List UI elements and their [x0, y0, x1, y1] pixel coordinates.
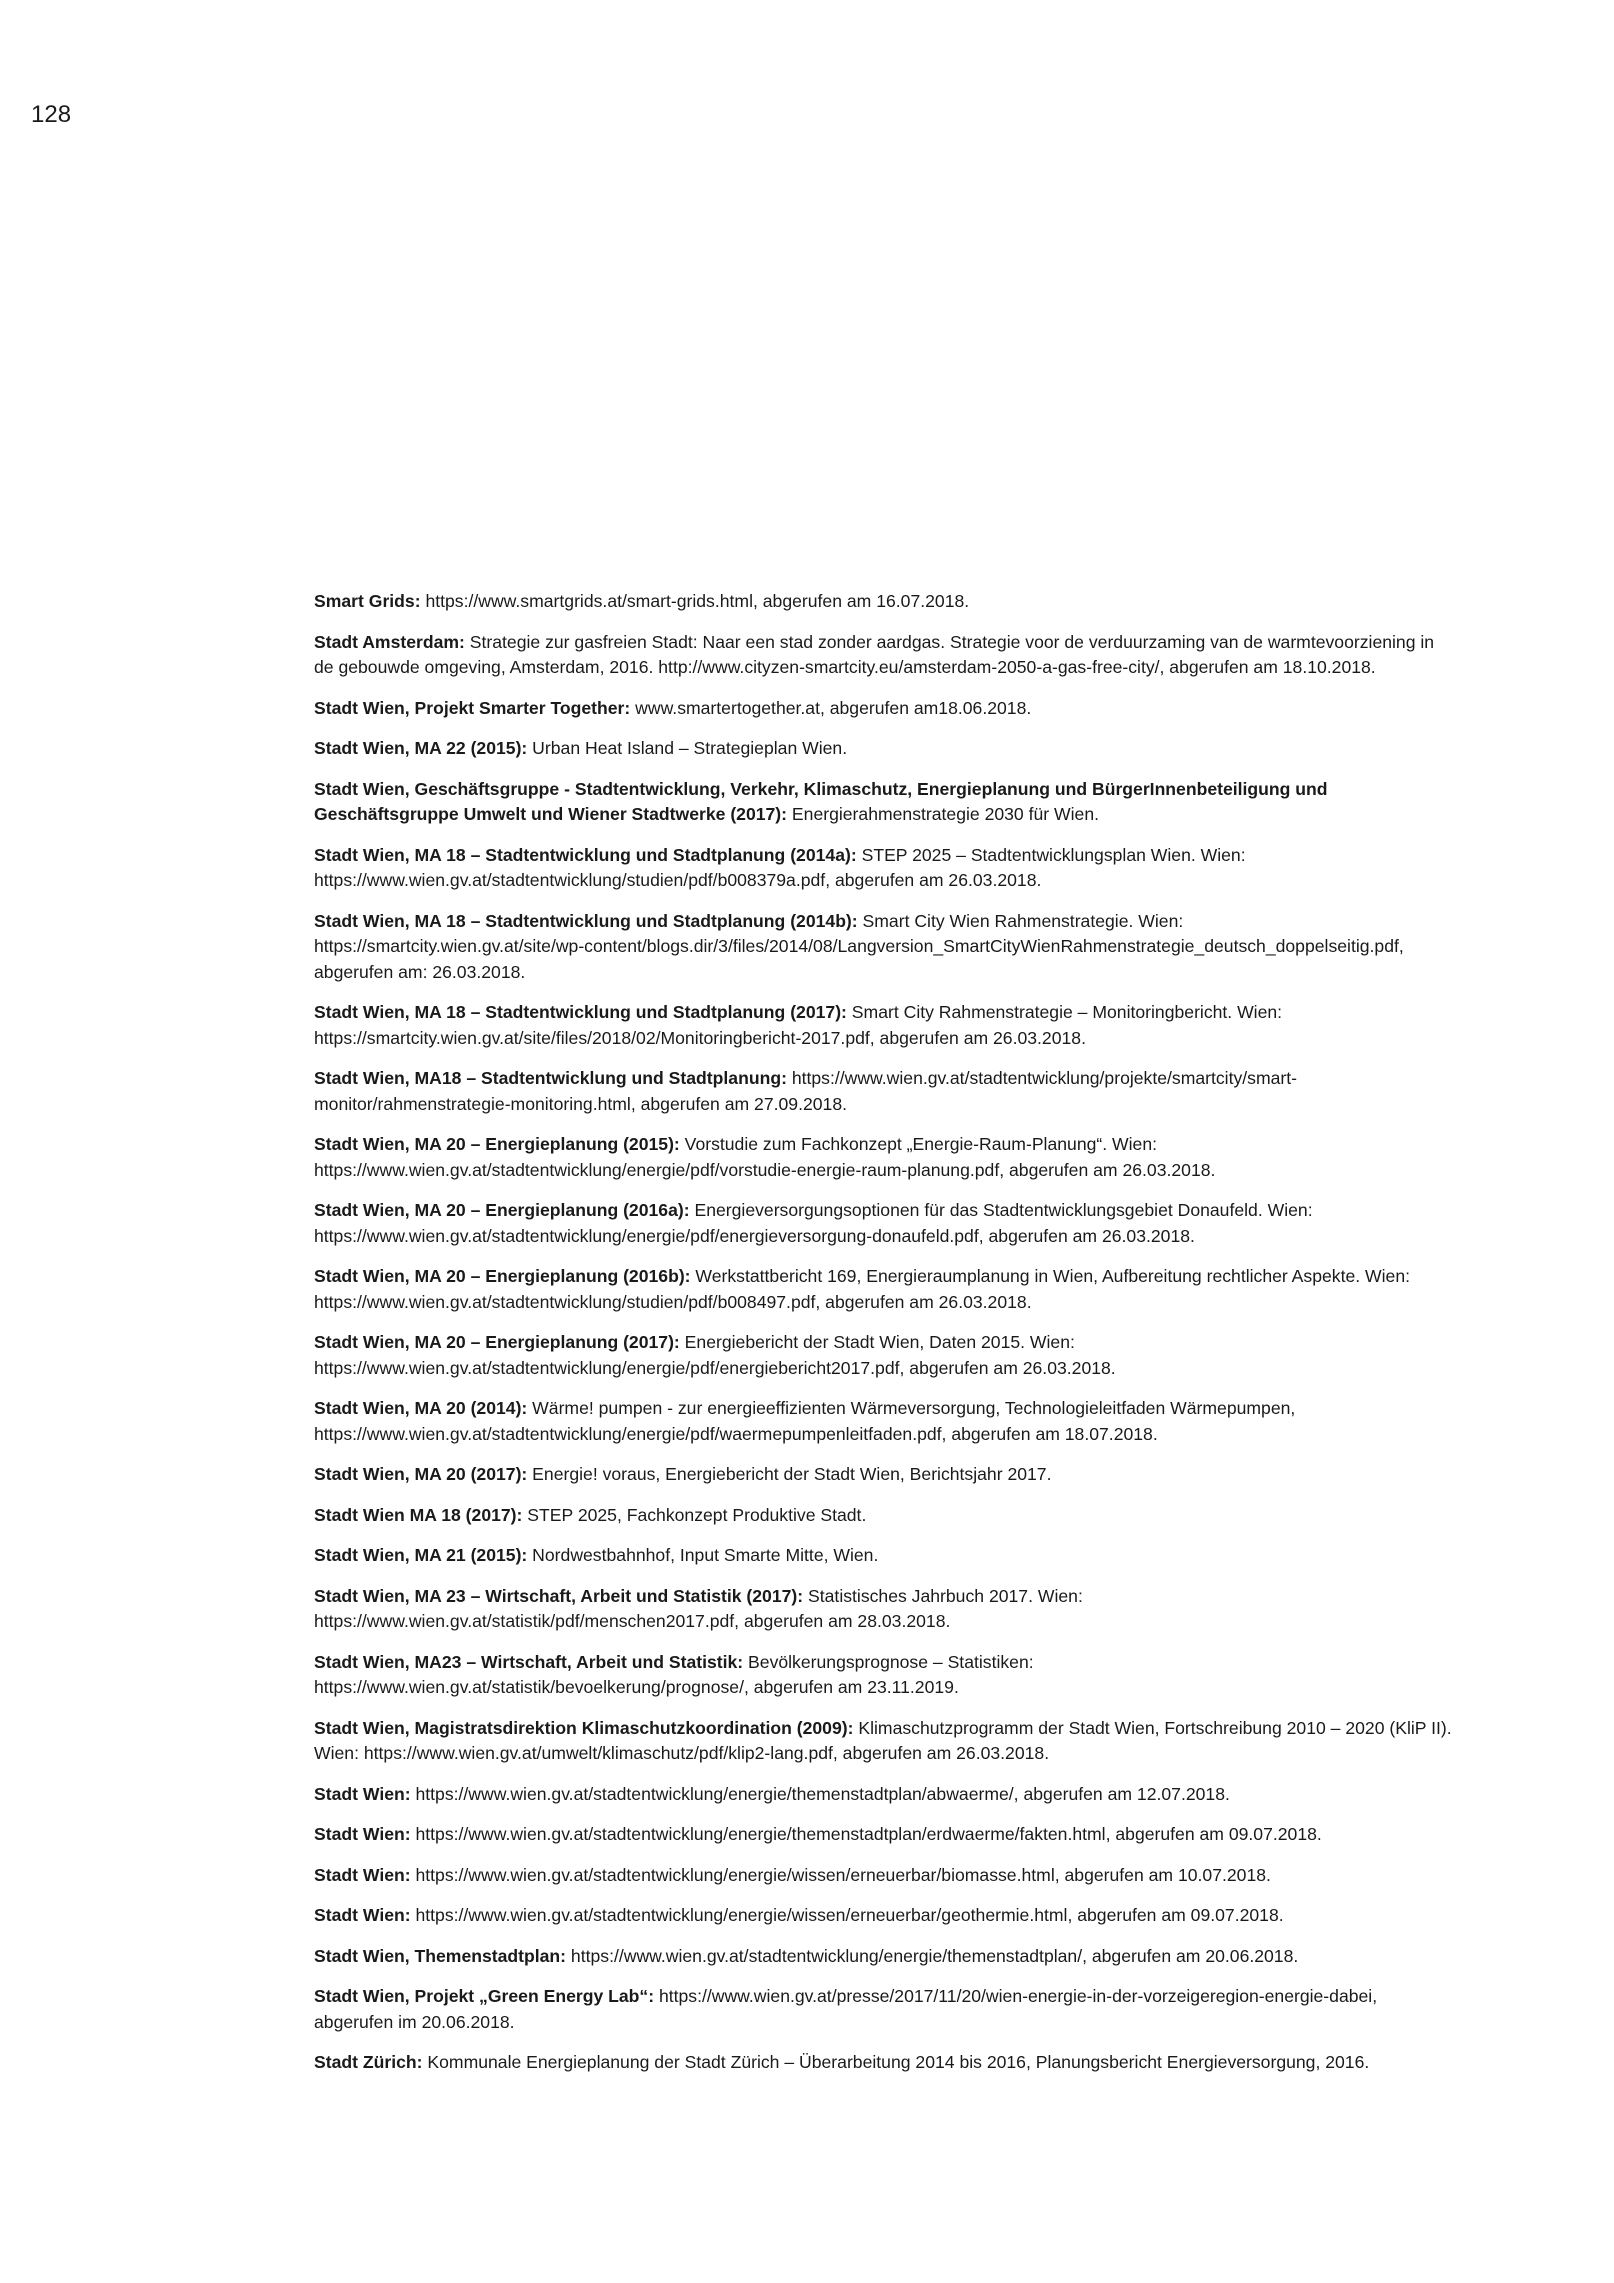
reference-text: www.smartertogether.at, abgerufen am18.06.2018.: [630, 697, 1032, 718]
reference-text: https://www.wien.gv.at/presse/2017/11/20/wien-energie-in-der-vorzeigeregion-energie-dabei, abgerufen im 20.06.2018.: [314, 1986, 1378, 2032]
reference-author: Stadt Wien, MA 20 (2014):: [314, 1398, 528, 1418]
reference-item: [314, 1264, 1454, 1315]
reference-text: Werkstattbericht 169, Energieraumplanung in Wien, Aufbereitung rechtlicher Aspekte. Wien: https://www.wien.gv.at/stadtentwicklung/studien/pdf/b008497.pdf, abgerufen am 26.03.2018.: [314, 1266, 1410, 1312]
reference-author: Stadt Wien, MA 18 – Stadtentwicklung und Stadtplanung (2014a):: [314, 844, 857, 865]
reference-item: [314, 696, 1454, 722]
reference-author: Stadt Wien, MA 20 (2017):: [314, 1464, 528, 1484]
page-number: 128: [31, 101, 72, 128]
reference-author: Stadt Wien, MA 20 – Energieplanung (2015):: [314, 1134, 680, 1154]
reference-item: [314, 1503, 1454, 1529]
reference-item: [314, 909, 1454, 986]
reference-item: [314, 1330, 1454, 1381]
reference-author: Stadt Wien, Projekt „Green Energy Lab“:: [314, 1986, 655, 2006]
reference-text: https://www.wien.gv.at/stadtentwicklung/energie/wissen/erneuerbar/biomasse.html, abgerufen am 10.07.2018.: [410, 1864, 1271, 1885]
reference-author: Stadt Wien, MA 20 – Energieplanung (2017):: [314, 1332, 680, 1352]
reference-author: Stadt Amsterdam:: [314, 631, 465, 652]
reference-item: [314, 1066, 1454, 1117]
reference-text: Strategie zur gasfreien Stadt: Naar een stad zonder aardgas. Strategie voor de verduurzaming van de warmtevoorziening in de gebouwde omgeving, Amsterdam, 2016. http://www.cityzen-smartcity.eu/amsterdam-2050-a-gas-free-city/, abgerufen am 18.10.2018.: [314, 631, 1435, 677]
reference-text: Wärme! pumpen - zur energieeffizienten Wärmeversorgung, Technologieleitfaden Wärmepumpen, https://www.wien.gv.at/stadtentwicklung/energie/pdf/waermepumpenleitfaden.pdf, abgerufen am 18.07.2018.: [314, 1398, 1296, 1444]
reference-text: https://www.wien.gv.at/stadtentwicklung/energie/wissen/erneuerbar/geothermie.html, abgerufen am 09.07.2018.: [410, 1905, 1284, 1925]
reference-author: Stadt Wien, Themenstadtplan:: [314, 1945, 567, 1966]
reference-author: Stadt Wien, MA18 – Stadtentwicklung und Stadtplanung:: [314, 1068, 787, 1088]
reference-text: Kommunale Energieplanung der Stadt Zürich – Überarbeitung 2014 bis 2016, Planungsbericht Energieversorgung, 2016.: [422, 2052, 1370, 2072]
reference-item: [314, 1650, 1454, 1701]
reference-author: Stadt Wien, MA 18 – Stadtentwicklung und Stadtplanung (2014b):: [314, 910, 858, 931]
reference-item: [314, 1716, 1454, 1767]
reference-author: Stadt Wien, MA 23 – Wirtschaft, Arbeit und Statistik (2017):: [314, 1585, 804, 1606]
reference-item: [314, 1944, 1454, 1970]
reference-author: Stadt Wien:: [314, 1783, 411, 1804]
reference-author: Stadt Wien, Geschäftsgruppe - Stadtentwicklung, Verkehr, Klimaschutz, Energieplanung und BürgerInnenbeteiligung und Geschäftsgruppe Umwelt und Wiener Stadtwerke (2017):: [314, 778, 1328, 824]
reference-item: [314, 2050, 1454, 2076]
reference-author: Stadt Wien:: [314, 1905, 411, 1925]
reference-item: [314, 1782, 1454, 1808]
reference-item: [314, 1462, 1454, 1488]
reference-author: Stadt Wien, MA 22 (2015):: [314, 738, 528, 758]
reference-text: Klimaschutzprogramm der Stadt Wien, Fortschreibung 2010 – 2020 (KliP II). Wien: https://www.wien.gv.at/umwelt/klimaschutz/pdf/klip2-lang.pdf, abgerufen am 26.03.2018.: [314, 1717, 1452, 1763]
reference-item: [314, 1000, 1454, 1051]
reference-author: Smart Grids:: [314, 591, 421, 611]
reference-author: Stadt Zürich:: [314, 2052, 423, 2072]
reference-text: https://www.smartgrids.at/smart-grids.html, abgerufen am 16.07.2018.: [420, 591, 970, 611]
reference-text: Nordwestbahnhof, Input Smarte Mitte, Wien.: [527, 1545, 879, 1565]
reference-text: Bevölkerungsprognose – Statistiken: https://www.wien.gv.at/statistik/bevoelkerung/prognose/, abgerufen am 23.11.2019.: [314, 1651, 1034, 1697]
reference-text: Energierahmenstrategie 2030 für Wien.: [787, 804, 1100, 824]
reference-author: Stadt Wien, Projekt Smarter Together:: [314, 697, 631, 718]
reference-item: [314, 777, 1454, 828]
reference-item: [314, 1822, 1454, 1848]
reference-text: Statistisches Jahrbuch 2017. Wien: https://www.wien.gv.at/statistik/pdf/menschen2017.pdf, abgerufen am 28.03.2018.: [314, 1585, 1083, 1631]
reference-author: Stadt Wien:: [314, 1864, 411, 1885]
reference-item: [314, 630, 1454, 681]
reference-item: [314, 589, 1454, 615]
reference-text: Energie! voraus, Energiebericht der Stadt Wien, Berichtsjahr 2017.: [527, 1464, 1052, 1484]
reference-author: Stadt Wien, Magistratsdirektion Klimaschutzkoordination (2009):: [314, 1717, 854, 1738]
reference-list: [314, 589, 1454, 2091]
reference-text: https://www.wien.gv.at/stadtentwicklung/energie/themenstadtplan/, abgerufen am 20.06.2018.: [566, 1945, 1299, 1966]
reference-item: [314, 1584, 1454, 1635]
reference-item: [314, 1132, 1454, 1183]
reference-text: STEP 2025, Fachkonzept Produktive Stadt.: [522, 1504, 867, 1525]
reference-item: [314, 1863, 1454, 1889]
reference-author: Stadt Wien MA 18 (2017):: [314, 1504, 523, 1525]
reference-author: Stadt Wien, MA23 – Wirtschaft, Arbeit und Statistik:: [314, 1651, 744, 1672]
reference-item: [314, 843, 1454, 894]
reference-text: https://www.wien.gv.at/stadtentwicklung/projekte/smartcity/smart-monitor/rahmenstrategie-monitoring.html, abgerufen am 27.09.2018.: [314, 1068, 1298, 1114]
reference-text: STEP 2025 – Stadtentwicklungsplan Wien. Wien: https://www.wien.gv.at/stadtentwicklung/studien/pdf/b008379a.pdf, abgerufen am 26.03.2018.: [314, 844, 1246, 890]
reference-text: https://www.wien.gv.at/stadtentwicklung/energie/themenstadtplan/abwaerme/, abgerufen am 12.07.2018.: [410, 1783, 1230, 1804]
reference-author: Stadt Wien:: [314, 1824, 411, 1844]
reference-text: https://www.wien.gv.at/stadtentwicklung/energie/themenstadtplan/erdwaerme/fakten.html, abgerufen am 09.07.2018.: [410, 1824, 1322, 1844]
reference-text: Smart City Wien Rahmenstrategie. Wien: https://smartcity.wien.gv.at/site/wp-content/blogs.dir/3/files/2014/08/Langversion_SmartCityWienRahmenstrategie_deutsch_doppelseitig.pdf, abgerufen am: 26.03.2018.: [314, 910, 1404, 982]
reference-text: Energiebericht der Stadt Wien, Daten 2015. Wien: https://www.wien.gv.at/stadtentwicklung/energie/pdf/energiebericht2017.pdf, abgerufen am 26.03.2018.: [314, 1332, 1116, 1378]
reference-item: [314, 1984, 1454, 2035]
reference-item: [314, 736, 1454, 762]
reference-item: [314, 1198, 1454, 1249]
reference-item: [314, 1543, 1454, 1569]
reference-item: [314, 1903, 1454, 1929]
reference-text: Energieversorgungsoptionen für das Stadtentwicklungsgebiet Donaufeld. Wien: https://www.wien.gv.at/stadtentwicklung/energie/pdf/energieversorgung-donaufeld.pdf, abgerufen am 26.03.2018.: [314, 1200, 1313, 1246]
reference-author: Stadt Wien, MA 21 (2015):: [314, 1545, 528, 1565]
reference-text: Urban Heat Island – Strategieplan Wien.: [527, 738, 848, 758]
reference-author: Stadt Wien, MA 18 – Stadtentwicklung und Stadtplanung (2017):: [314, 1002, 847, 1022]
reference-text: Smart City Rahmenstrategie – Monitoringbericht. Wien: https://smartcity.wien.gv.at/site/files/2018/02/Monitoringbericht-2017.pdf, abgerufen am 26.03.2018.: [314, 1002, 1283, 1048]
reference-text: Vorstudie zum Fachkonzept „Energie-Raum-Planung“. Wien: https://www.wien.gv.at/stadtentwicklung/energie/pdf/vorstudie-energie-raum-planung.pdf, abgerufen am 26.03.2018.: [314, 1134, 1216, 1180]
reference-author: Stadt Wien, MA 20 – Energieplanung (2016b):: [314, 1266, 691, 1286]
reference-author: Stadt Wien, MA 20 – Energieplanung (2016a):: [314, 1200, 690, 1220]
reference-item: [314, 1396, 1454, 1447]
